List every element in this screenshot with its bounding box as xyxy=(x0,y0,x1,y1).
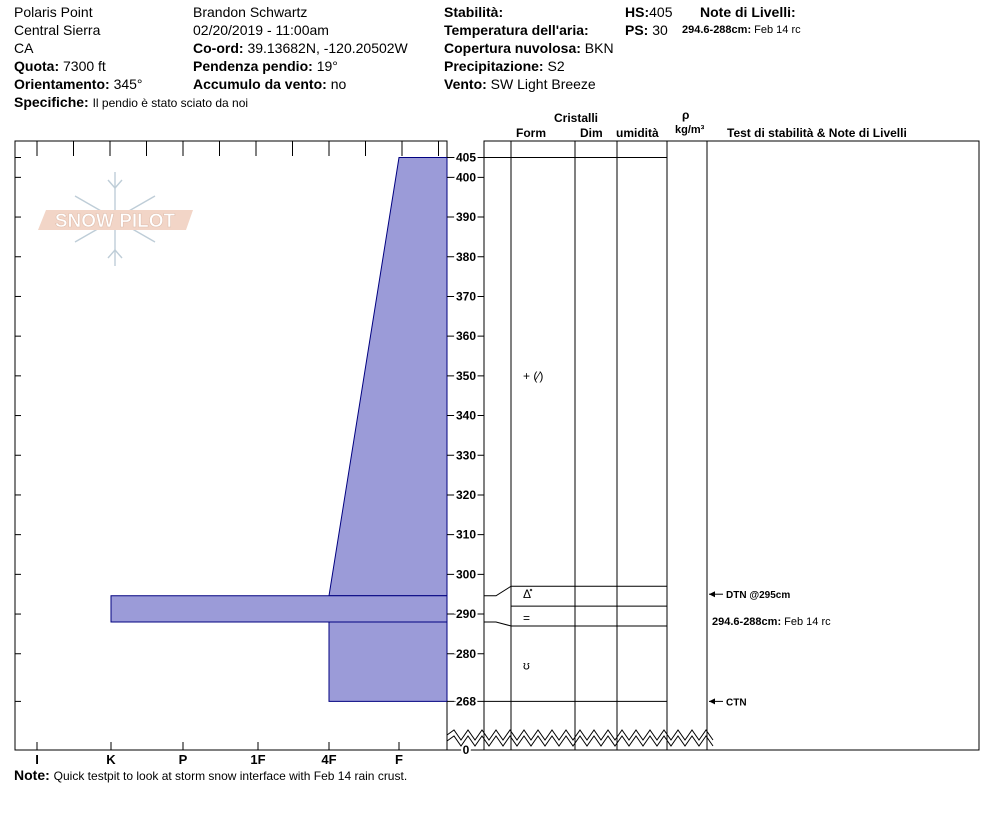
sky-label: Copertura nuvolosa: xyxy=(444,40,581,56)
layer-note-text: Feb 14 rc xyxy=(784,616,831,628)
hardness-axis xyxy=(35,742,403,767)
hardness-label: F xyxy=(395,752,403,767)
depth-label: 0 xyxy=(462,743,470,757)
depth-label: 340 xyxy=(455,408,477,423)
moisture-header: umidità xyxy=(616,126,659,140)
observation-datetime: 02/20/2019 - 11:00am xyxy=(193,22,329,38)
depth-label: 300 xyxy=(455,567,477,582)
depth-label: 330 xyxy=(455,448,477,463)
layer-connector xyxy=(484,622,511,626)
grain-table-frame xyxy=(484,141,979,750)
coords-label: Co-ord: xyxy=(193,40,244,56)
test-label: DTN @295cm xyxy=(726,590,791,602)
layer-note-depth: 294.6-288cm: xyxy=(712,616,782,628)
hs-value: 405 xyxy=(649,4,673,20)
hardness-label: P xyxy=(178,752,188,767)
footer-note-text: Quick testpit to look at storm snow interface with Feb 14 rain crust. xyxy=(53,769,408,783)
elevation-value: 7300 ft xyxy=(63,58,106,74)
hardness-layer-2 xyxy=(329,622,447,701)
specifics-label: Specifiche: xyxy=(14,94,89,110)
wind-value: SW Light Breeze xyxy=(490,76,596,92)
hardness-layer-0 xyxy=(329,158,447,596)
aspect-value: 345° xyxy=(113,76,143,92)
form-symbol: ʊ xyxy=(523,658,530,673)
hardness-label: 1F xyxy=(250,752,266,767)
density-unit-header: kg/m³ xyxy=(675,124,705,136)
wind-loading-label: Accumulo da vento: xyxy=(193,76,327,92)
slope-label: Pendenza pendio: xyxy=(193,58,313,74)
tests-header: Test di stabilità & Note di Livelli xyxy=(727,126,907,140)
test-label: CTN xyxy=(726,697,747,709)
form-header: Form xyxy=(516,126,546,140)
stability-tests xyxy=(709,590,790,708)
footer-note-label: Note: xyxy=(14,767,50,783)
form-symbol: = xyxy=(523,611,531,626)
depth-label: 350 xyxy=(455,368,477,383)
depth-label: 320 xyxy=(455,487,477,502)
depth-label: 405 xyxy=(455,150,477,165)
test-arrow-head xyxy=(709,698,715,704)
crystals-header: Cristalli xyxy=(554,111,599,125)
hardness-layer-1 xyxy=(111,596,447,622)
depth-label: 310 xyxy=(455,527,477,542)
air-temp-label: Temperatura dell'aria: xyxy=(444,22,589,38)
form-symbol: + (∕) xyxy=(523,368,544,383)
rho-header: ρ xyxy=(682,108,690,122)
layer-notes-first-text: Feb 14 rc xyxy=(754,24,801,36)
logo-text: SNOW PILOT xyxy=(54,211,176,232)
layer-connector xyxy=(484,586,511,596)
hardness-left-ticks xyxy=(15,158,21,702)
wind-label: Vento: xyxy=(444,76,487,92)
location-name: Polaris Point xyxy=(14,4,93,20)
depth-label: 400 xyxy=(455,170,477,185)
depth-label: 280 xyxy=(455,646,477,661)
depth-label: 290 xyxy=(455,607,477,622)
aspect-label: Orientamento: xyxy=(14,76,110,92)
depth-label: 370 xyxy=(455,289,477,304)
range-name: Central Sierra xyxy=(14,22,101,38)
footer-note xyxy=(14,767,407,783)
hs-label: HS: xyxy=(625,4,650,20)
dim-header: Dim xyxy=(580,126,603,140)
hardness-label: 4F xyxy=(321,752,337,767)
layer-note-row xyxy=(712,616,831,628)
layer-notes-title: Note di Livelli: xyxy=(700,4,796,20)
hardness-label: I xyxy=(35,752,39,767)
sky-value: BKN xyxy=(584,40,614,56)
depth-label: 380 xyxy=(455,249,477,264)
hardness-profile xyxy=(111,158,447,702)
depth-label: 360 xyxy=(455,329,477,344)
grain-form-symbols xyxy=(523,369,543,673)
elevation-label: Quota: xyxy=(14,58,60,74)
layer-notes-first-depth: 294.6-288cm: xyxy=(682,24,752,36)
depth-label: 390 xyxy=(455,210,477,225)
observer-name: Brandon Schwartz xyxy=(193,4,308,20)
coords-value: 39.13682N, -120.20502W xyxy=(247,40,408,56)
hardness-label: K xyxy=(106,752,116,767)
slope-value: 19° xyxy=(316,58,338,74)
depth-break-zigzag xyxy=(447,730,713,740)
specifics-value: Il pendio è stato sciato da noi xyxy=(92,96,249,110)
snow-pilot-logo xyxy=(38,172,193,266)
state-name: CA xyxy=(14,40,34,56)
stability-label: Stabilità: xyxy=(444,4,504,20)
depth-label: 268 xyxy=(455,694,477,709)
precip-value: S2 xyxy=(547,58,565,74)
precip-label: Precipitazione: xyxy=(444,58,544,74)
hardness-top-ticks xyxy=(37,141,439,156)
test-arrow-head xyxy=(709,591,715,597)
wind-loading-value: no xyxy=(330,76,347,92)
ps-label: PS: xyxy=(625,22,649,38)
ps-value: 30 xyxy=(652,22,668,38)
depth-axis xyxy=(447,151,484,758)
form-symbol: Δ̽ xyxy=(523,587,532,602)
